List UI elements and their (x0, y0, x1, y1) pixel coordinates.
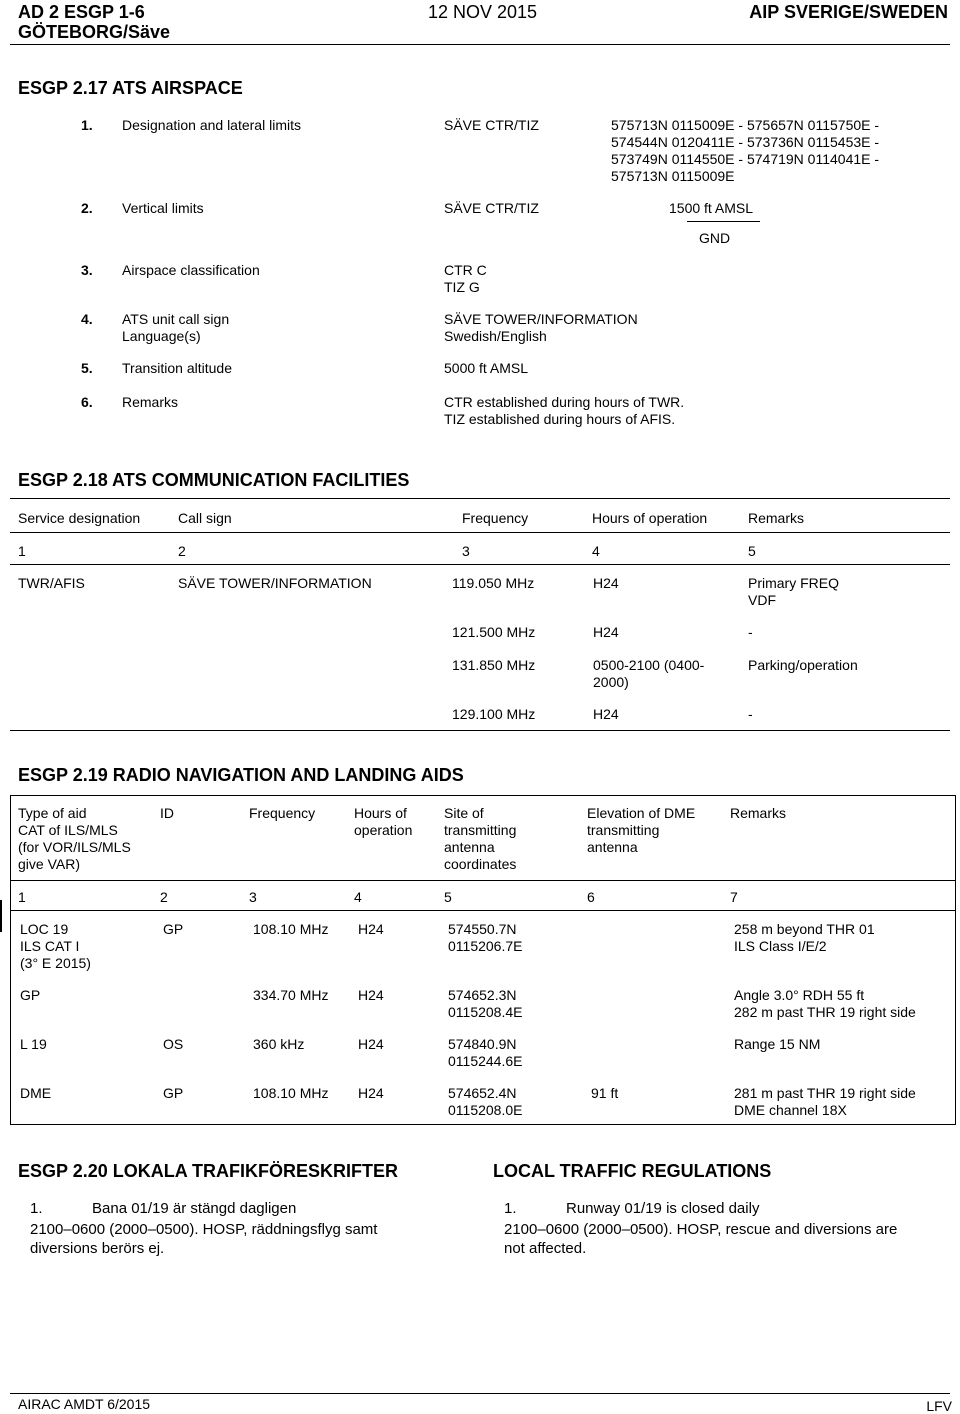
comm-colnum-2: 2 (178, 543, 186, 559)
comm-row-4-hours: H24 (593, 706, 619, 722)
regulation-en-line1: Runway 01/19 is closed daily (566, 1200, 760, 1217)
airspace-row-6-num: 6. (81, 394, 93, 410)
navaid-row-1-id: GP (163, 921, 184, 937)
comm-header-frequency: Frequency (462, 510, 529, 526)
regulation-en-num: 1. (504, 1200, 517, 1217)
comm-header-callsign: Call sign (178, 510, 232, 526)
airspace-row-1-designation: SÄVE CTR/TIZ (444, 117, 539, 133)
navaid-colnum-5: 5 (444, 889, 452, 905)
navaid-row-4-site: 574652.4N 0115208.0E (448, 1085, 523, 1118)
airspace-row-5-num: 5. (81, 360, 93, 376)
navaid-header-hours: Hours of operation (354, 805, 413, 838)
section-2-20-title-sv: ESGP 2.20 LOKALA TRAFIKFÖRESKRIFTER (18, 1161, 399, 1181)
regulation-sv-line1: Bana 01/19 är stängd dagligen (92, 1200, 297, 1217)
comm-header-remarks: Remarks (748, 510, 805, 526)
navaid-row-1-frequency: 108.10 MHz (253, 921, 329, 937)
comm-row-2-remarks: - (748, 624, 753, 640)
section-2-17-title: ESGP 2.17 ATS AIRSPACE (18, 78, 243, 98)
airspace-row-5-label: Transition altitude (122, 360, 232, 376)
airspace-row-2-label: Vertical limits (122, 200, 204, 216)
navaid-header-frequency: Frequency (249, 805, 316, 821)
vertical-limit-upper: 1500 ft AMSL (669, 200, 754, 216)
navaid-row-4-type: DME (20, 1085, 52, 1101)
navaid-row-4-remarks: 281 m past THR 19 right side DME channel 18X (734, 1085, 916, 1118)
comm-row-4-frequency: 129.100 MHz (452, 706, 536, 722)
navaid-row-1-remarks: 258 m beyond THR 01 ILS Class I/E/2 (734, 921, 875, 954)
airspace-row-4-label: ATS unit call sign Language(s) (122, 311, 230, 344)
comm-colnum-rule (10, 564, 950, 565)
airspace-row-6-label: Remarks (122, 394, 179, 410)
section-2-20-title-en: LOCAL TRAFFIC REGULATIONS (493, 1161, 772, 1181)
navaid-row-4-id: GP (163, 1085, 184, 1101)
airspace-row-5-value: 5000 ft AMSL (444, 360, 529, 376)
navaid-header-id: ID (160, 805, 174, 821)
navaid-colnum-1: 1 (18, 889, 26, 905)
vertical-limit-lower: GND (699, 230, 731, 246)
comm-table-top-rule (10, 498, 950, 499)
comm-row-3-frequency: 131.850 MHz (452, 657, 536, 673)
navaid-row-1-site: 574550.7N 0115206.7E (448, 921, 523, 954)
navaid-row-4-frequency: 108.10 MHz (253, 1085, 329, 1101)
navaid-header-type: Type of aid CAT of ILS/MLS (for VOR/ILS/MLS give VAR) (18, 805, 131, 872)
airspace-row-3-value: CTR C TIZ G (444, 262, 487, 295)
navaid-row-4-hours: H24 (358, 1085, 384, 1101)
header-doc-ref: AD 2 ESGP 1-6 (18, 2, 145, 22)
comm-row-1-callsign: SÄVE TOWER/INFORMATION (178, 575, 372, 591)
navaid-row-1-hours: H24 (358, 921, 384, 937)
comm-colnum-3: 3 (462, 543, 470, 559)
airspace-row-2-num: 2. (81, 200, 93, 216)
navaid-colnum-6: 6 (587, 889, 595, 905)
comm-row-1-frequency: 119.050 MHz (452, 575, 535, 591)
navaid-row-4-elevation: 91 ft (591, 1085, 619, 1101)
navaid-row-3-hours: H24 (358, 1036, 384, 1052)
navaid-row-3-site: 574840.9N 0115244.6E (448, 1036, 523, 1069)
navaid-header-site: Site of transmitting antenna coordinates (444, 805, 517, 872)
footer-amendment: AIRAC AMDT 6/2015 (18, 1396, 151, 1412)
navaid-header-rule (10, 880, 956, 881)
airspace-row-1-num: 1. (81, 117, 93, 133)
navaid-header-elevation: Elevation of DME transmitting antenna (587, 805, 696, 855)
comm-row-3-remarks: Parking/operation (748, 657, 858, 673)
navaid-row-1-type: LOC 19 ILS CAT I (3° E 2015) (20, 921, 91, 971)
comm-colnum-4: 4 (592, 543, 600, 559)
regulation-en-rest: 2100–0600 (2000–0500). HOSP, rescue and diversions are not affected. (504, 1221, 898, 1257)
comm-colnum-5: 5 (748, 543, 756, 559)
navaid-row-3-type: L 19 (20, 1036, 47, 1052)
navaid-header-remarks: Remarks (730, 805, 787, 821)
navaid-colnum-2: 2 (160, 889, 168, 905)
navaid-colnum-7: 7 (730, 889, 738, 905)
footer-rule (10, 1393, 950, 1394)
comm-header-rule (10, 532, 950, 533)
section-2-19-title: ESGP 2.19 RADIO NAVIGATION AND LANDING AIDS (18, 765, 464, 785)
airspace-row-4-num: 4. (81, 311, 93, 327)
footer-publisher: LFV (926, 1398, 952, 1414)
regulation-sv-rest: 2100–0600 (2000–0500). HOSP, räddningsflyg samt diversions berörs ej. (30, 1221, 378, 1257)
comm-header-service: Service designation (18, 510, 141, 526)
section-2-18-title: ESGP 2.18 ATS COMMUNICATION FACILITIES (18, 470, 410, 490)
navaid-row-2-site: 574652.3N 0115208.4E (448, 987, 523, 1020)
airspace-row-4-value: SÄVE TOWER/INFORMATION Swedish/English (444, 311, 638, 344)
airspace-row-3-label: Airspace classification (122, 262, 260, 278)
airspace-row-1-label: Designation and lateral limits (122, 117, 301, 133)
navaid-row-3-frequency: 360 kHz (253, 1036, 305, 1052)
navaid-colnum-rule (10, 910, 956, 911)
comm-header-hours: Hours of operation (592, 510, 708, 526)
navaid-row-2-type: GP (20, 987, 41, 1003)
amendment-change-bar (0, 900, 2, 932)
regulation-sv-num: 1. (30, 1200, 43, 1217)
vertical-limit-divider (687, 221, 760, 222)
airspace-row-2-designation: SÄVE CTR/TIZ (444, 200, 539, 216)
airspace-row-6-value: CTR established during hours of TWR. TIZ established during hours of AFIS. (444, 394, 685, 427)
comm-row-3-hours: 0500-2100 (0400- 2000) (593, 657, 705, 690)
navaid-colnum-3: 3 (249, 889, 257, 905)
comm-colnum-1: 1 (18, 543, 26, 559)
airspace-row-3-num: 3. (81, 262, 93, 278)
header-aerodrome: GÖTEBORG/Säve (18, 22, 171, 42)
comm-row-1-service: TWR/AFIS (18, 575, 85, 591)
navaid-colnum-4: 4 (354, 889, 362, 905)
comm-row-1-remarks: Primary FREQ VDF (748, 575, 839, 608)
navaid-row-2-hours: H24 (358, 987, 384, 1003)
comm-row-4-remarks: - (748, 706, 753, 722)
airspace-row-1-value: 575713N 0115009E - 575657N 0115750E - 574544N 0120411E - 573736N 0115453E - 573749N 0114550E - 574719N 0114041E - 575713N 0115009E (611, 117, 880, 184)
navaid-row-2-frequency: 334.70 MHz (253, 987, 329, 1003)
navaid-row-3-remarks: Range 15 NM (734, 1036, 821, 1052)
navaid-row-2-remarks: Angle 3.0° RDH 55 ft 282 m past THR 19 right side (734, 987, 916, 1020)
header-rule (10, 44, 950, 45)
navaid-row-3-id: OS (163, 1036, 184, 1052)
comm-table-bottom-rule (10, 730, 950, 731)
comm-row-2-hours: H24 (593, 624, 619, 640)
header-publication: AIP SVERIGE/SWEDEN (749, 2, 948, 22)
header-date: 12 NOV 2015 (428, 2, 538, 22)
comm-row-2-frequency: 121.500 MHz (452, 624, 536, 640)
comm-row-1-hours: H24 (593, 575, 619, 591)
